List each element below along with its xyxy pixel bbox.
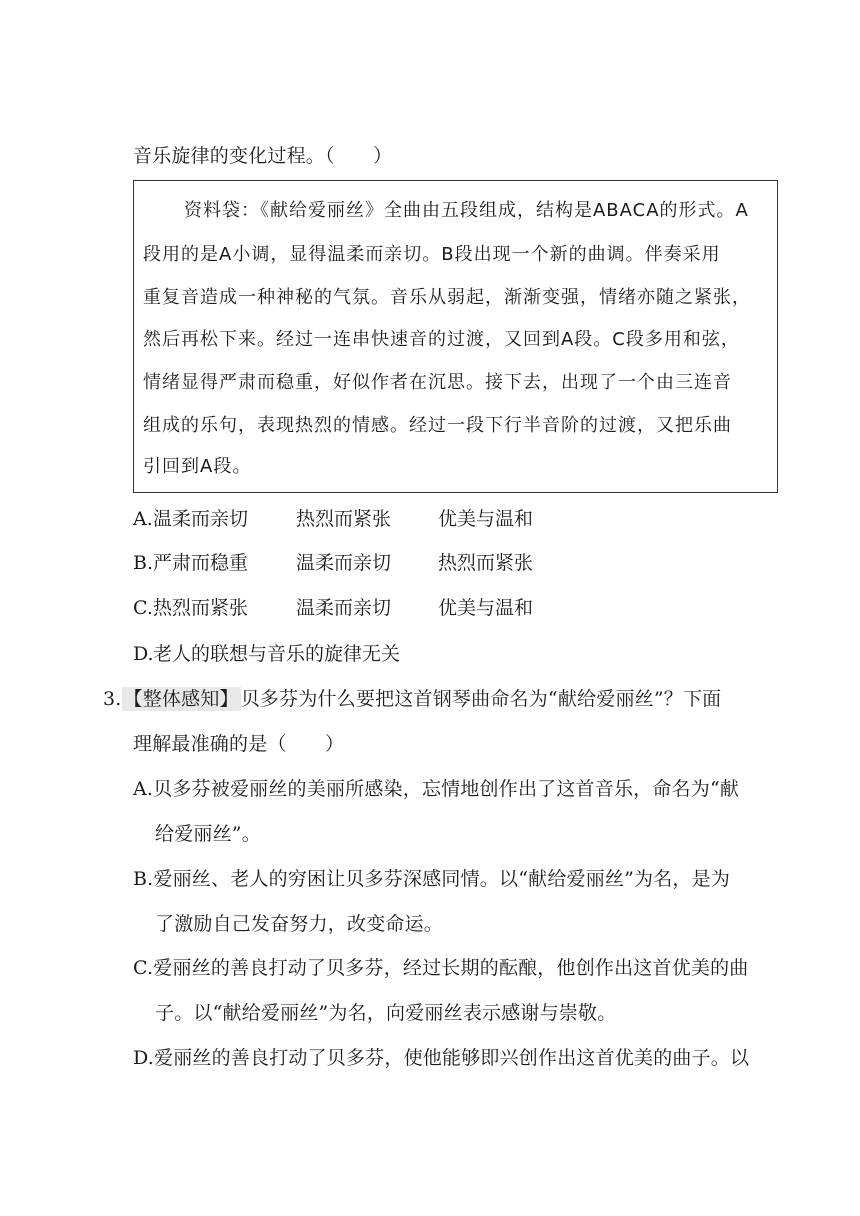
- option-col-1: 热烈而紧张: [153, 597, 249, 619]
- option-letter: D.: [133, 643, 154, 665]
- option-letter: A.: [133, 508, 153, 530]
- option-col-1: 严肃而稳重: [153, 552, 249, 574]
- option-line: C.爱丽丝的善良打动了贝多芬，经过长期的酝酿，他创作出这首优美的曲: [133, 957, 749, 979]
- option-col-3: 优美与温和: [438, 597, 534, 619]
- option-line: A.贝多芬被爱丽丝的美丽所感染，忘情地创作出了这首音乐，命名为“献: [133, 778, 740, 800]
- option-col-2: 热烈而紧张: [296, 508, 392, 530]
- option-letter: B.: [133, 552, 154, 574]
- question-stem-text: 贝多芬为什么要把这首钢琴曲命名为“献给爱丽丝”？下面: [240, 688, 722, 710]
- question-tag: 【整体感知】: [123, 688, 239, 710]
- material-box: [133, 180, 778, 493]
- option-line: 了激励自己发奋努力，改变命运。: [155, 913, 444, 935]
- question-number: 3.: [103, 688, 122, 710]
- option-col-1: 温柔而亲切: [153, 508, 249, 530]
- material-line: 情绪显得严肃而稳重，好似作者在沉思。接下去，出现了一个由三连音: [143, 372, 732, 393]
- option-line: D.爱丽丝的善良打动了贝多芬，使他能够即兴创作出这首优美的曲子。以: [133, 1047, 750, 1069]
- option-col-2: 温柔而亲切: [296, 552, 392, 574]
- material-line: 然后再松下来。经过一连串快速音的过渡，又回到A段。C段多用和弦，: [143, 329, 740, 350]
- question-3-stem-line2: 理解最准确的是（ ）: [133, 733, 345, 755]
- material-line: 引回到A段。: [143, 456, 252, 477]
- question-intro-line: 音乐旋律的变化过程。（ ）: [133, 145, 393, 167]
- option-line: B.爱丽丝、老人的穷困让贝多芬深感同情。以“献给爱丽丝”为名，是为: [133, 868, 731, 890]
- question-3-stem: [103, 686, 721, 712]
- material-line: 组成的乐句，表现热烈的情感。经过一段下行半音阶的过渡，又把乐曲: [143, 415, 732, 436]
- option-line: 给爱丽丝”。: [155, 823, 261, 845]
- option-col-2: 温柔而亲切: [296, 597, 392, 619]
- option-col-3: 热烈而紧张: [438, 552, 534, 574]
- option-col-1: 老人的联想与音乐的旋律无关: [153, 643, 401, 665]
- option-letter: C.: [133, 597, 153, 619]
- option-line: 子。以“献给爱丽丝”为名，向爱丽丝表示感谢与崇敬。: [155, 1002, 617, 1024]
- material-line: 资料袋：《献给爱丽丝》全曲由五段组成，结构是ABACA的形式。A: [184, 200, 749, 221]
- option-col-3: 优美与温和: [438, 508, 534, 530]
- material-line: 段用的是A小调，显得温柔而亲切。B段出现一个新的曲调。伴奏采用: [143, 244, 721, 265]
- material-line: 重复音造成一种神秘的气氛。音乐从弱起，渐渐变强，情绪亦随之紧张，: [143, 287, 751, 308]
